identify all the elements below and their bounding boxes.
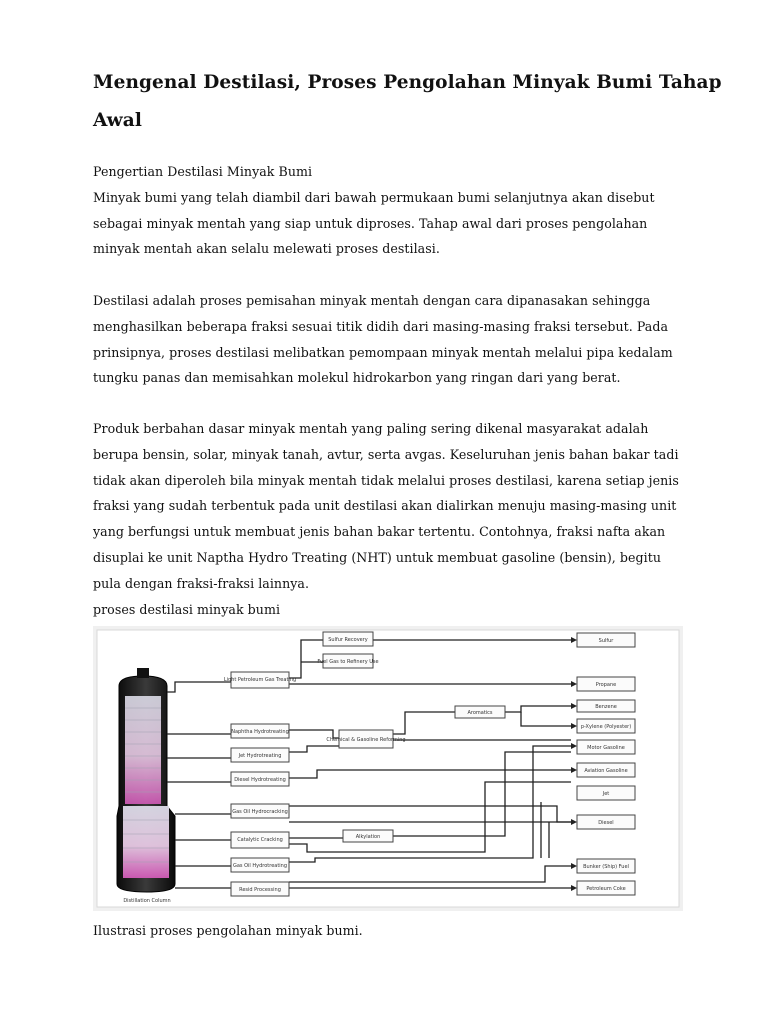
paragraph-line: berupa bensin, solar, minyak tanah, avtur, serta avgas. Keseluruhan jenis bahan bakar tadi bbox=[93, 446, 679, 462]
svg-text:Diesel: Diesel bbox=[598, 820, 614, 826]
paragraph-line: Minyak bumi yang telah diambil dari bawah permukaan bumi selanjutnya akan disebut bbox=[93, 189, 655, 205]
svg-text:Fuel Gas to Refinery Use: Fuel Gas to Refinery Use bbox=[317, 659, 379, 665]
svg-text:Benzene: Benzene bbox=[595, 704, 617, 710]
svg-text:Jet Hydrotreating: Jet Hydrotreating bbox=[238, 753, 282, 759]
unit-box bbox=[323, 632, 373, 646]
paragraph-line: Produk berbahan dasar minyak mentah yang paling sering dikenal masyarakat adalah bbox=[93, 421, 649, 436]
paragraph-line: pula dengan fraksi-fraksi lainnya. bbox=[93, 575, 310, 591]
svg-text:Sulfur Recovery: Sulfur Recovery bbox=[328, 637, 368, 643]
refinery-process-diagram bbox=[93, 626, 683, 911]
paragraph-line: tidak akan diperoleh bila minyak mentah tidak melalui proses destilasi, karena setiap jenis bbox=[93, 472, 679, 488]
unit-box bbox=[343, 830, 393, 842]
paragraph-line: minyak mentah akan selalu melewati proses destilasi. bbox=[93, 241, 440, 257]
product-box bbox=[577, 740, 635, 754]
article-title bbox=[93, 64, 722, 140]
svg-text:Alkylation: Alkylation bbox=[355, 834, 381, 840]
unit-box bbox=[317, 654, 378, 668]
title-line: Mengenal Destilasi, Proses Pengolahan Minyak Bumi Tahap bbox=[93, 72, 722, 93]
section-heading: Pengertian Destilasi Minyak Bumi bbox=[93, 164, 313, 179]
unit-box bbox=[231, 724, 289, 738]
product-box bbox=[577, 859, 635, 873]
paragraph-products bbox=[93, 416, 703, 622]
svg-text:p-Xylene (Polyester): p-Xylene (Polyester) bbox=[580, 724, 632, 730]
svg-text:Bunker (Ship) Fuel: Bunker (Ship) Fuel bbox=[583, 864, 629, 870]
svg-text:Resid Processing: Resid Processing bbox=[239, 887, 281, 893]
svg-text:Gas Oil Hydrocracking: Gas Oil Hydrocracking bbox=[232, 809, 288, 815]
paragraph-line: yang berfungsi untuk membuat jenis bahan bakar tertentu. Contohnya, fraksi nafta akan bbox=[93, 524, 666, 540]
svg-text:Light Petroleum Gas Treating: Light Petroleum Gas Treating bbox=[223, 677, 297, 683]
paragraph-line: prinsipnya, proses destilasi melibatkan pemompaan minyak mentah melalui pipa kedalam bbox=[93, 344, 673, 360]
product-box bbox=[577, 786, 635, 800]
svg-text:Motor Gasoline: Motor Gasoline bbox=[587, 745, 625, 751]
figure-caption: Ilustrasi proses pengolahan minyak bumi. bbox=[93, 923, 363, 938]
unit-box bbox=[231, 772, 289, 786]
unit-box bbox=[231, 832, 289, 848]
unit-box bbox=[231, 804, 289, 818]
unit-box bbox=[231, 748, 289, 762]
section-definition bbox=[93, 159, 703, 262]
paragraph-line: fraksi yang sudah terbentuk pada unit destilasi akan dialirkan menuju masing-masing unit bbox=[93, 498, 677, 514]
paragraph-line: menghasilkan beberapa fraksi sesuai titik didih dari masing-masing fraksi tersebut. Pada bbox=[93, 318, 669, 334]
svg-text:Jet: Jet bbox=[602, 791, 610, 797]
paragraph-line: Destilasi adalah proses pemisahan minyak mentah dengan cara dipanasakan sehingga bbox=[93, 293, 651, 308]
svg-text:Petroleum Coke: Petroleum Coke bbox=[586, 886, 626, 892]
product-box bbox=[577, 700, 635, 712]
svg-text:Naphtha Hydrotreating: Naphtha Hydrotreating bbox=[231, 729, 289, 735]
svg-text:Aromatics: Aromatics bbox=[467, 710, 493, 716]
svg-text:Gas Oil Hydrotreating: Gas Oil Hydrotreating bbox=[232, 863, 288, 869]
svg-text:Chemical & Gasoline Reforming: Chemical & Gasoline Reforming bbox=[326, 737, 406, 743]
svg-text:Catalytic Cracking: Catalytic Cracking bbox=[237, 837, 283, 843]
svg-text:Propane: Propane bbox=[595, 682, 617, 688]
unit-box bbox=[224, 672, 296, 688]
product-box bbox=[577, 677, 635, 691]
svg-text:Aviation Gasoline: Aviation Gasoline bbox=[584, 768, 628, 774]
svg-text:Diesel Hydrotreating: Diesel Hydrotreating bbox=[234, 777, 286, 783]
paragraph-line: tungku panas dan memisahkan molekul hidrokarbon yang ringan dari yang berat. bbox=[93, 370, 621, 386]
figure-heading: proses destilasi minyak bumi bbox=[93, 601, 281, 617]
product-box bbox=[577, 633, 635, 647]
unit-box bbox=[455, 706, 505, 718]
product-box bbox=[577, 719, 635, 733]
unit-box bbox=[231, 882, 289, 896]
product-box bbox=[577, 881, 635, 895]
distillation-column bbox=[117, 668, 175, 904]
title-line: Awal bbox=[93, 110, 142, 131]
svg-text:Sulfur: Sulfur bbox=[598, 638, 614, 644]
column-label: Distillation Column bbox=[123, 898, 171, 904]
paragraph-distillation bbox=[93, 288, 703, 391]
product-box bbox=[577, 763, 635, 777]
product-box bbox=[577, 815, 635, 829]
unit-box bbox=[231, 858, 289, 872]
paragraph-line: sebagai minyak mentah yang siap untuk diproses. Tahap awal dari proses pengolahan bbox=[93, 215, 648, 231]
paragraph-line: disuplai ke unit Naptha Hydro Treating (NHT) untuk membuat gasoline (bensin), begitu bbox=[93, 549, 661, 565]
figure-caption-block bbox=[93, 918, 703, 944]
